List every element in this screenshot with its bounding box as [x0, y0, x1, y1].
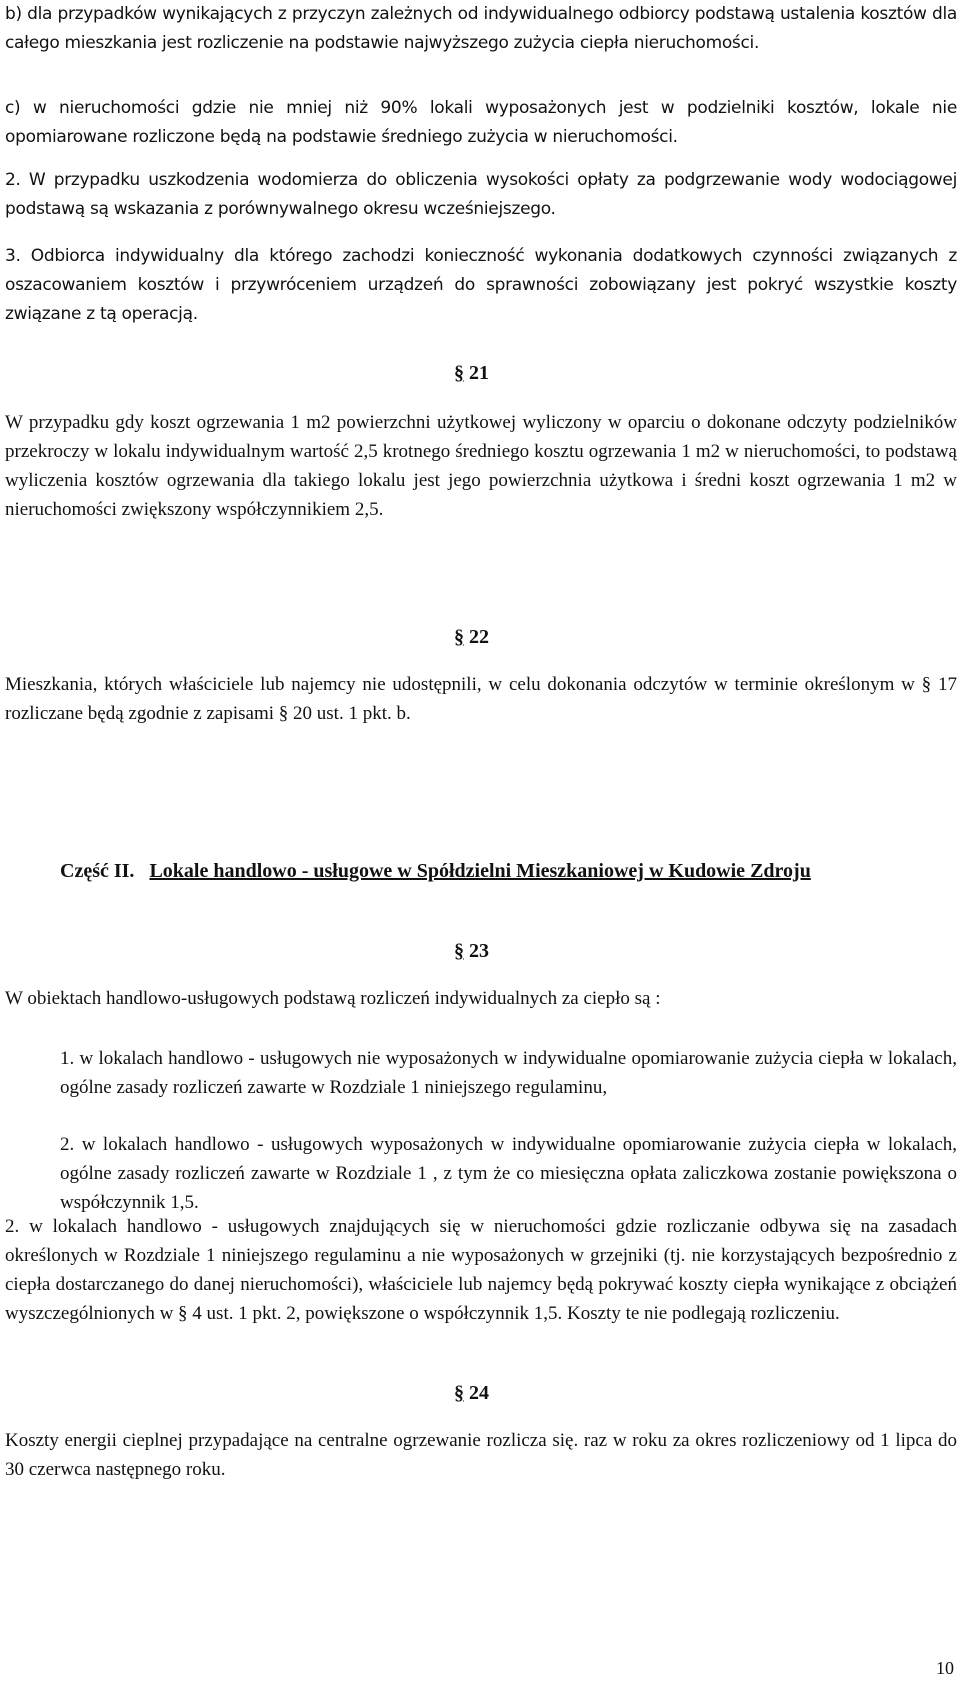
- section-symbol: §: [454, 626, 464, 648]
- paragraph-3: 3. Odbiorca indywidualny dla którego zachodzi konieczność wykonania dodatkowych czynności związanych z oszacowaniem kosztów i przywróceniem urządzeń do sprawności zobowiązany jest pokryć wszystkie koszty związane z tą operacją.: [5, 246, 957, 324]
- section-number: 23: [469, 940, 489, 962]
- section-number: 21: [469, 362, 489, 384]
- section-22-text: Mieszkania, których właściciele lub najemcy nie udostępnili, w celu dokonania odczytów w terminie określonym w § 17 rozliczane będą zgodnie z zapisami § 20 ust. 1 pkt. b.: [5, 674, 957, 724]
- paragraph-c: c) w nieruchomości gdzie nie mniej niż 90% lokali wyposażonych jest w podzielniki kosztów, lokale nie opomiarowane rozliczone będą na podstawie średniego zużycia w nieruchomości.: [5, 98, 957, 147]
- list-item: 1. w lokalach handlowo - usługowych nie wyposażonych w indywidualne opomiarowanie zużycia ciepła w lokalach, ogólne zasady rozliczeń zawarte w Rozdziale 1 niniejszego regulaminu,: [60, 1048, 957, 1098]
- section-24-text: Koszty energii cieplnej przypadające na centralne ogrzewanie rozlicza się. raz w roku za okres rozliczeniowy od 1 lipca do 30 czerwca następnego roku.: [5, 1430, 957, 1480]
- section-24-heading: [454, 1379, 574, 1407]
- section-symbol: §: [454, 362, 464, 384]
- section-21-heading: [454, 359, 574, 387]
- section-number: 22: [469, 626, 489, 648]
- section-22-heading: [454, 623, 574, 651]
- list-item: 2. w lokalach handlowo - usługowych wyposażonych w indywidualne opomiarowanie zużycia ciepła w lokalach, ogólne zasady rozliczeń zawarte w Rozdziale 1 , z tym że co miesięczna opłata zaliczkowa zostanie powiększona o współczynnik 1,5.: [60, 1134, 957, 1213]
- page-number: 10: [936, 1658, 954, 1678]
- section-symbol: §: [454, 940, 464, 962]
- section-21-text: W przypadku gdy koszt ogrzewania 1 m2 powierzchni użytkowej wyliczony w oparciu o dokonane odczyty podzielników przekroczy w lokalu indywidualnym wartość 2,5 krotnego średniego kosztu ogrzewania 1 m2 w nieruchomości, to podstawą wyliczenia kosztów ogrzewania dla takiego lokalu jest jego powierzchnia użytkowa i średni koszt ogrzewania 1 m2 w nieruchomości zwiększony współczynnikiem 2,5.: [5, 412, 957, 520]
- section-number: 24: [469, 1382, 489, 1404]
- paragraph-b: b) dla przypadków wynikających z przyczyn zależnych od indywidualnego odbiorcy podstawą ustalenia kosztów dla całego mieszkania jest rozliczenie na podstawie najwyższego zużycia ciepła nieruchomości.: [5, 4, 957, 53]
- part-label: Część II.: [60, 860, 135, 882]
- section-23-heading: [454, 937, 574, 965]
- section-symbol: §: [454, 1382, 464, 1404]
- part-title: Lokale handlowo - usługowe w Spółdzielni Mieszkaniowej w Kudowie Zdroju: [149, 860, 811, 882]
- paragraph-2: 2. W przypadku uszkodzenia wodomierza do obliczenia wysokości opłaty za podgrzewanie wody wodociągowej podstawą są wskazania z porównywalnego okresu wcześniejszego.: [5, 170, 957, 219]
- section-23-intro: W obiektach handlowo-usługowych podstawą rozliczeń indywidualnych za ciepło są :: [5, 988, 661, 1009]
- section-23-paragraph-2: 2. w lokalach handlowo - usługowych znajdujących się w nieruchomości gdzie rozliczanie odbywa się na zasadach określonych w Rozdziale 1 niniejszego regulaminu a nie wyposażonych w grzejniki (tj. nie korzystających bezpośrednio z ciepła dostarczanego do danej nieruchomości), właściciele lub najemcy będą pokrywać koszty ciepła wynikające z obciążeń wyszczególnionych w § 4 ust. 1 pkt. 2, powiększone o współczynnik 1,5. Koszty te nie podlegają rozliczeniu.: [5, 1216, 957, 1324]
- part-heading: [60, 856, 960, 886]
